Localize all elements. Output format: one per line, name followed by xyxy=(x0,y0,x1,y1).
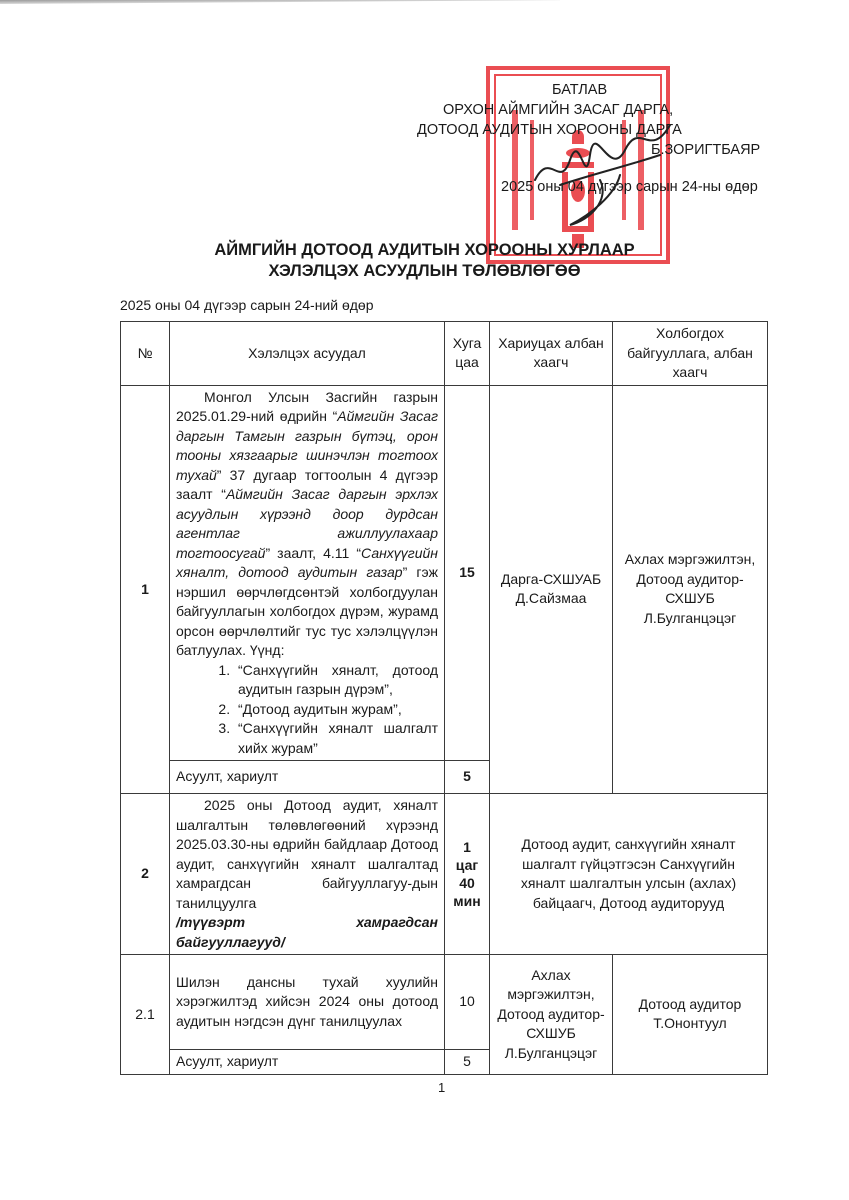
signature-icon xyxy=(530,120,680,230)
approve-label: БАТЛАВ xyxy=(552,82,608,98)
approval-date: 2025 оны 04 дүгээр сарын 24-ны өдөр xyxy=(501,179,758,195)
question-text: ” заалт, 4.11 “ xyxy=(265,544,362,561)
header-related: Холбогдох байгууллага, албан хаагч xyxy=(613,322,768,386)
question-text: ” 37 дугаар тогтоолын 4 дүгээр заалт “ xyxy=(176,466,438,502)
qa-label: Асуулт, хариулт xyxy=(170,1050,445,1075)
row-responsible: Ахлах мэргэжилтэн, Дотоод аудитор-СХШУБ Л.Булганцэцэг xyxy=(490,955,613,1075)
header-question: Хэлэлцэх асуудал xyxy=(170,322,445,386)
question-text: ” гэж нэршил өөрчлөгдсөнтэй холбогдуулан байгууллагын холбогдох дүрэм, журамд орсон өөрчлөлтийг тус тус хэлэлцүүлэн батлуулах. Үүнд: xyxy=(176,564,438,658)
header-responsible: Хариуцах албан хаагч xyxy=(490,322,613,386)
row-question xyxy=(170,794,445,955)
row-no: 1 xyxy=(121,385,170,794)
agenda-table xyxy=(120,321,768,1075)
row-related: Дотоод аудитор Т.Ононтуул xyxy=(613,955,768,1075)
duration-part: цаг xyxy=(455,857,479,873)
page-number: 1 xyxy=(438,1080,446,1095)
question-text: 2025 оны Дотоод аудит, хяналт шалгалтын төлөвлөгөөний хүрээнд 2025.03.30-ны өдрийн байдлаар Дотоод аудит, санхүүгийн хяналт шалгалтад хамрагдсан байгууллагуу-дын танилцуулга xyxy=(176,797,438,911)
row-merged-responsible: Дотоод аудит, санхүүгийн хяналт шалгалт гүйцэтгэсэн Санхүүгийн хяналт шалгалтын улсын (ахлах) байцаагч, Дотоод аудиторууд xyxy=(490,794,768,955)
approver-position-1: ОРХОН АЙМГИЙН ЗАСАГ ДАРГА, xyxy=(443,102,674,118)
row-duration: 15 xyxy=(445,385,490,761)
row-no: 2 xyxy=(121,794,170,955)
question-text: Монгол Улсын Засгийн газрын 2025.01.29-ний өдрийн “ xyxy=(176,388,438,424)
list-item: 3. “Санхүүгийн хяналт шалгалт хийх журам” xyxy=(234,719,438,758)
row-duration xyxy=(445,794,490,955)
duration-part: 40 xyxy=(459,875,475,891)
row-no: 2.1 xyxy=(121,955,170,1075)
qa-label: Асуулт, хариулт xyxy=(170,761,445,794)
row-responsible: Дарга-СХШУАБ Д.Сайзмаа xyxy=(490,385,613,794)
header-duration: Хугацаа xyxy=(445,322,490,386)
question-text-italic: Аймгийн Засаг даргын Тамгын газрын бүтэц, орон тооны хязгаарыг шинэчлэн тогтоох тухай xyxy=(176,408,438,483)
document-date: 2025 оны 04 дүгээр сарын 24-ний өдөр xyxy=(120,297,374,313)
row-question xyxy=(170,385,445,761)
title-line-2: ХЭЛЭЛЦЭХ АСУУДЛЫН ТӨЛӨВЛӨГӨӨ xyxy=(268,262,581,280)
header-no: № xyxy=(121,322,170,386)
list-item: 2. “Дотоод аудитын журам”, xyxy=(234,700,438,720)
row-question: Шилэн дансны тухай хуулийн хэрэгжилтэд хийсэн 2024 оны дотоод аудитын нэгдсэн дүнг танилцуулах xyxy=(170,955,445,1050)
question-text-italic: Аймгийн Засаг даргын эрхлэх асуудлын хүрээнд доор дурдсан агентлаг ажиллуулахаар тогтоосугай xyxy=(176,486,439,561)
approver-name: Б.ЗОРИГТБАЯР xyxy=(651,142,761,158)
qa-duration: 5 xyxy=(445,761,490,794)
row-related: Ахлах мэргэжилтэн, Дотоод аудитор-СХШУБ Л.Булганцэцэг xyxy=(613,385,768,794)
duration-part: 1 xyxy=(463,839,471,855)
table-header-row xyxy=(121,322,768,386)
table-row xyxy=(121,794,768,955)
title-line-1: АЙМГИЙН ДОТООД АУДИТЫН ХОРООНЫ ХУРЛААР xyxy=(214,241,635,259)
duration-part: мин xyxy=(453,893,481,909)
document-list xyxy=(176,661,438,759)
document-title xyxy=(0,240,849,282)
scan-edge xyxy=(0,0,560,4)
question-note: /түүвэрт хамрагдсан байгууллагууд/ xyxy=(176,914,438,950)
table-row xyxy=(121,385,768,761)
qa-duration: 5 xyxy=(445,1050,490,1075)
row-duration: 10 xyxy=(445,955,490,1050)
question-text-italic: Санхүүгийн хяналт, дотоод аудитын газар xyxy=(176,544,438,580)
approver-position-2: ДОТООД АУДИТЫН ХОРООНЫ ДАРГА xyxy=(417,122,682,138)
table-row xyxy=(121,955,768,1050)
list-item: 1. “Санхүүгийн хяналт, дотоод аудитын газрын дүрэм”, xyxy=(234,661,438,700)
